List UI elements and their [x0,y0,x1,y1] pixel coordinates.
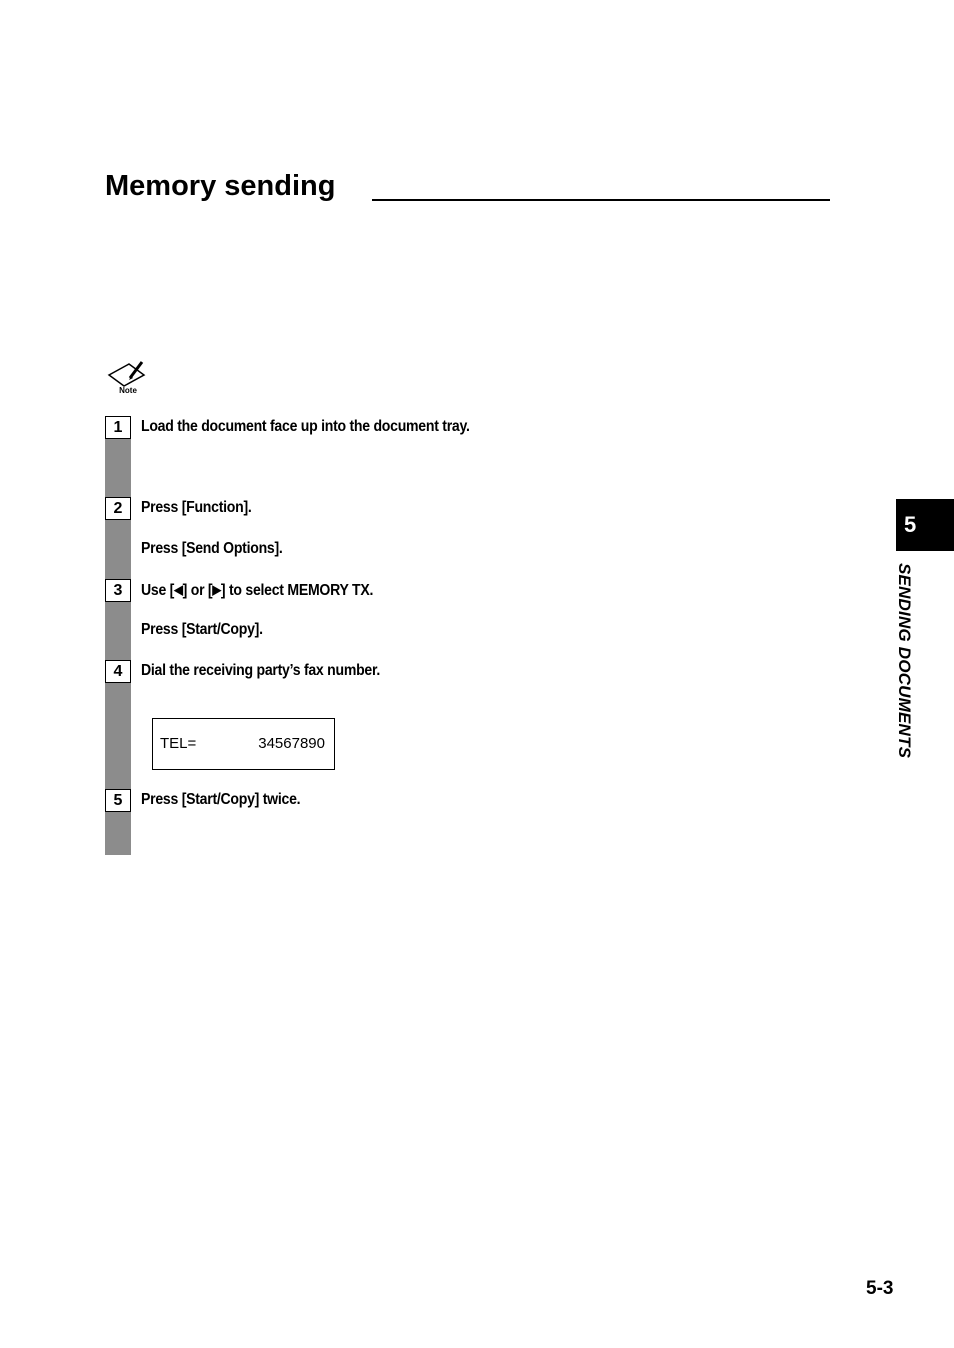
page-number: 5-3 [866,1278,894,1299]
step-3-text-a: Use [ [141,582,175,599]
step-number-3: 3 [105,579,131,602]
lcd-display [152,718,335,770]
left-arrow-icon: ◀ [174,582,183,597]
step-3-text-c: ] to select MEMORY TX. [220,582,374,599]
lcd-value: 34567890 [258,735,325,752]
right-arrow-icon: ▶ [212,582,221,597]
step-3-text-1 [141,579,373,602]
title-rule [372,199,830,201]
step-3-text-2: Press [Start/Copy]. [141,621,263,638]
step-number-4: 4 [105,660,131,683]
step-4-text: Dial the receiving party’s fax number. [141,662,381,679]
step-number-5: 5 [105,789,131,812]
step-3-text-b: ] or [ [182,582,213,599]
chapter-title: SENDING DOCUMENTS [895,563,914,759]
step-5-text: Press [Start/Copy] twice. [141,791,301,808]
lcd-label: TEL= [160,735,197,752]
step-1-text: Load the document face up into the document tray. [141,418,470,435]
page-title: Memory sending [105,170,336,202]
step-number-2: 2 [105,497,131,520]
step-number-1: 1 [105,416,131,439]
step-2-text-1: Press [Function]. [141,499,252,516]
chapter-tab: 5 [896,499,954,551]
note-label: Note [119,386,137,395]
step-2-text-2: Press [Send Options]. [141,540,283,557]
